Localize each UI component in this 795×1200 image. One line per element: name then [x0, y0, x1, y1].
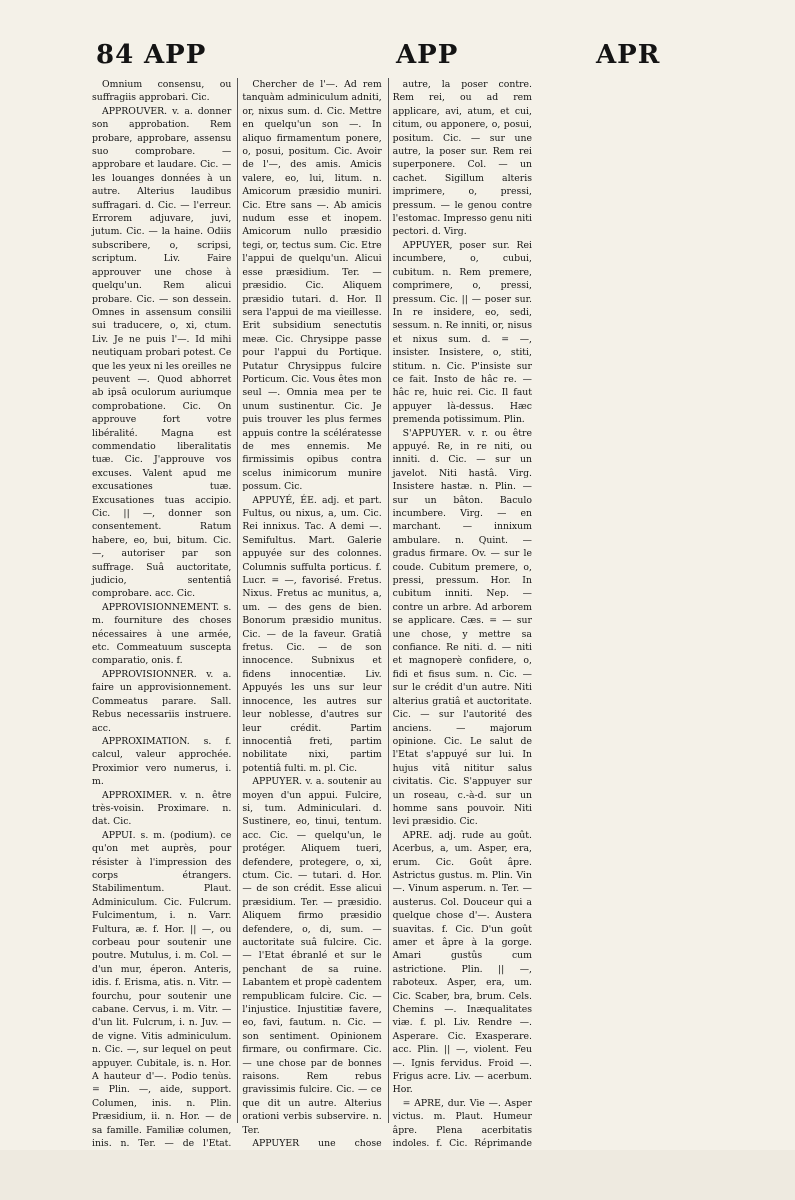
- entry-approvisionner: APPROVISIONNER. v. a. faire un approvisionnement. Commeatus parare. Sall. Rebus necessariis instruere. acc.: [92, 668, 232, 734]
- entry-approximer: APPROXIMER. v. n. être très-voisin. Proximare. n. dat. Cic.: [92, 789, 232, 828]
- entry-approvisionnement: APPROVISIONNEMENT. s. m. fourniture des choses nécessaires à une armée, etc. Commeatuum suscepta comparatio, onis. f.: [92, 601, 232, 667]
- entry-s-appuyer: S'APPUYER. v. r. ou être appuyé. Re, in re niti, ou inniti. d. Cic. — sur un javelot. Niti hastâ. Virg. Insistere hastæ. n. Plin. — sur un bâton. Baculo incumbere. Virg. — en marchant. — innixum ambulare. n. Quint. — gradus firmare. Ov. — sur le coude. Cubitum premere, o, pressi, pressum. Hor. In cubitum inniti. Nep. — contre un arbre. Ad arborem se applicare. Cæs. = — sur une chose, y mettre sa confiance. Re niti. d. — niti et magnoperè confidere, o, fidi et fisus sum. n. Cic. — sur le crédit d'un autre. Niti alterius gratiâ et auctoritate. Cic. — sur l'autorité des anciens. — majorum opinione. Cic. Le salut de l'Etat s'appuyé sur lui. In hujus vitâ nititur salus civitatis. Cic. S'appuyer sur un roseau, c.-à-d. sur un homme sans pouvoir. Niti levi præsidio. Cic.: [392, 427, 532, 828]
- entry-appuye: APPUYÉ, ÉE. adj. et part. Fultus, ou nixus, a, um. Cic. Rei innixus. Tac. A demi —. Semifultus. Mart. Galerie appuyée sur des colonnes. Columnis suffulta porticus. f. Lucr. = —, favorisé. Fretus. Nixus. Fretus ac munitus, a, um. — des gens de bien. Bonorum præsidio munitus. Cic. — de la faveur. Gratiâ fretus. Cic. — de son innocence. Subnixus et fidens innocentiæ. Liv. Appuyés les uns sur leur innocence, les autres sur leur noblesse, d'autres sur leur crédit. Partim innocentiâ freti, partim nobilitate nixi, partim potentiâ fulti. m. pl. Cic.: [242, 494, 382, 774]
- entry-paragraph: Chercher de l'—. Ad rem tanquàm adminiculum adniti, or, nixus sum. d. Cic. Mettre en quelqu'un son —. In aliquo firmamentum ponere, o, posui, positum. Cic. Avoir de l'—, des amis. Amicis valere, eo, lui, litum. n. Amicorum præsidio muniri. Cic. Etre sans —. Ab amicis nudum esse et inopem. Amicorum nullo præsidio tegi, or, tectus sum. Cic. Etre l'appui de quelqu'un. Alicui esse præsidium. Ter. — præsidio. Cic. Aliquem præsidio tutari. d. Hor. Il sera l'appui de ma vieillesse. Erit subsidium senectutis meæ. Cic. Chrysippe passe pour l'appui du Portique. Putatur Chrysippus fulcire Porticum. Cic. Vous êtes mon seul —. Omnia mea per te unum sustinentur. Cic. Je puis trouver les plus fermes appuis contre la scélératesse de mes ennemis. Me firmissimis opibus contra scelus inimicorum munire possum. Cic.: [242, 79, 382, 493]
- column-1: [92, 78, 232, 1150]
- page-number: 84: [96, 40, 135, 70]
- entry-approuver: APPROUVER. v. a. donner son approbation. Rem probare, approbare, assensu suo comprobare. — approbare et laudare. Cic. — les louanges données à un autre. Alterius laudibus suffragari. d. Cic. — l'erreur. Errorem adjuvare, juvi, jutum. Cic. — la haine. Odiis subscribere, o, scripsi, scriptum. Liv. Faire approuver une chose à quelqu'un. Rem alicui probare. Cic. — son dessein. Omnes in assensum consilii sui traducere, o, xi, ctum. Liv. Je ne puis l'—. Id mihi neutiquam probari potest. Ce que les yeux ni les oreilles ne peuvent —. Quod abhorret ab ipsâ oculorum auriumque comprobatione. Cic. On approuve fort votre libéralité. Magna est commendatio liberalitatis tuæ. Cic. J'approuve vos excuses. Valent apud me excusationes tuæ. Excusationes tuas accipio. Cic. || —, donner son consentement. Ratum habere, eo, bui, bitum. Cic. —, autoriser par son suffrage. Suâ auctoritate, judicio, sententiâ comprobare. acc. Cic.: [92, 105, 232, 600]
- running-headword-right: APR: [596, 40, 661, 70]
- entry-appuyer-poser: APPUYER, poser sur. Rei incumbere, o, cubui, cubitum. n. Rem premere, comprimere, o, pressi, pressum. Cic. || — poser sur. In re insidere, eo, sedi, sessum. n. Re inniti, or, nisus et nixus sum. d. = —, insister. Insistere, o, stiti, stitum. n. Cic. P'insiste sur ce fait. Insto de hâc re. — hâc re, huic rei. Cic. Il faut appuyer là-dessus. Hæc premenda potissimum. Plin.: [392, 239, 532, 426]
- entry-appui: APPUI. s. m. (podium). ce qu'on met auprès, pour résister à l'impression des corps étrangers. Stabilimentum. Plaut. Adminiculum. Cic. Fulcrum. Fulcimentum, i. n. Varr. Fultura, æ. f. Hor. || —, ou corbeau pour soutenir une poutre. Mutulus, i. m. Col. — d'un mur, éperon. Anteris, idis. f. Erisma, atis. n. Vitr. — fourchu, pour soutenir une cabane. Cervus, i. m. Vitr. — d'un lit. Fulcrum, i. n. Juv. — de vigne. Vitis adminiculum. n. Cic. —, sur lequel on peut appuyer. Cubitale, is. n. Hor. A hauteur d'—. Podio tenùs. = Plin. —, aide, support. Columen, inis. n. Plin. Præsidium, ii. n. Hor. — de sa famille. Familiæ columen, inis. n. Ter. — de l'Etat.: [92, 829, 232, 1150]
- text-columns: [92, 78, 532, 1150]
- entry-paragraph: autre, la poser contre. Rem rei, ou ad rem applicare, avi, atum, et cui, citum, ou apponere, o, posui, positum. Cic. — sur une autre, la poser sur. Rem rei superponere. Col. — un cachet. Sigillum alteris imprimere, o, pressi, pressum. — le genou contre l'estomac. Impresso genu niti pectori. d. Virg.: [392, 79, 532, 238]
- entry-approximation: APPROXIMATION. s. f. calcul, valeur approchée. Proximior vero numerus, i. m.: [92, 735, 232, 788]
- entry-apre-dur: = APRE, dur. Vie —. Asper victus. m. Plaut. Humeur âpre. Plena acerbitatis indoles. f. Cic. Réprimande: [392, 1097, 532, 1150]
- entry-appuyer-contre: APPUYER une chose: [252, 1138, 382, 1150]
- entry-apre: APRE. adj. rude au goût. Acerbus, a, um. Asper, era, erum. Cic. Goût âpre. Astrictus gustus. m. Plin. Vin —. Vinum asperum. n. Ter. — austerus. Col. Douceur qui a quelque chose d'—. Austera suavitas. f. Cic. D'un goût amer et âpre à la gorge. Amari gustûs cum astrictione. Plin. || —, raboteux. Asper, era, um. Cic. Scaber, bra, brum. Cels. Chemins —. Inæqualitates viæ. f. pl. Liv. Rendre —. Asperare. Cic. Exasperare. acc. Plin. || —, violent. Feu —. Ignis fervidus. Froid —. Frigus acre. Liv. — acerbum. Hor.: [392, 829, 532, 1096]
- entry-paragraph: Omnium consensu, ou suffragiis approbari. Cic.: [92, 79, 232, 104]
- column-3: [388, 78, 532, 1150]
- running-headword-left: APP: [144, 40, 207, 70]
- entry-appuyer: APPUYER. v. a. soutenir au moyen d'un appui. Fulcire, si, tum. Adminiculari. d. Sustinere, eo, tinui, tentum. acc. Cic. — quelqu'un, le protéger. Aliquem tueri, defendere, protegere, o, xi, ctum. Cic. — tutari. d. Hor. — de son crédit. Esse alicui præsidium. Ter. — præsidio. Aliquem firmo præsidio defendere, o, di, sum. — auctoritate suâ fulcire. Cic. — l'Etat ébranlé et sur le penchant de sa ruine. Labantem et propè cadentem rempublicam fulcire. Cic. — l'injustice. Injustitiæ favere, eo, favi, fautum. n. Cic. — son sentiment. Opinionem firmare, ou confirmare. Cic. — une chose par de bonnes raisons. Rem rebus gravissimis fulcire. Cic. — ce que dit un autre. Alterius orationi verbis subservire. n. Ter.: [242, 776, 382, 1136]
- column-2: [237, 78, 382, 1150]
- running-headword-center: APP: [396, 40, 459, 70]
- page-bottom-margin: [0, 1150, 795, 1200]
